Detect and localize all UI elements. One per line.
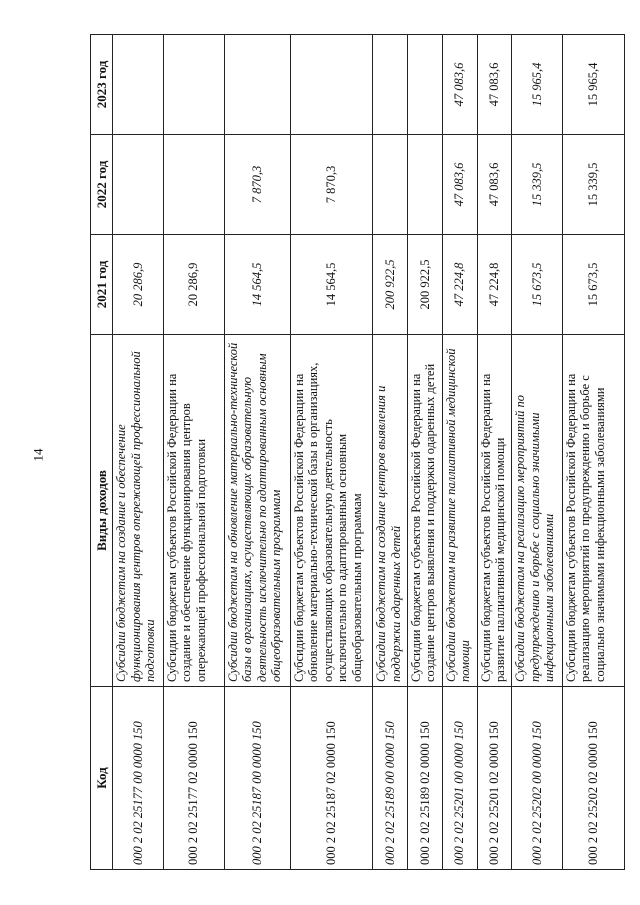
- row-value-2023: [163, 35, 224, 135]
- row-value-2023: 47 083,6: [442, 35, 477, 135]
- row-description: Субсидии бюджетам на создание центров выявления и поддержки одаренных детей: [373, 335, 408, 687]
- header-2021: 2021 год: [91, 235, 113, 335]
- row-description: Субсидии бюджетам субъектов Российской Федерации на создание центров выявления и поддержки одаренных детей: [407, 335, 442, 687]
- table-row: [562, 35, 624, 870]
- row-value-2022: 15 339,5: [562, 135, 624, 235]
- header-2022: 2022 год: [91, 135, 113, 235]
- row-value-2022: [407, 135, 442, 235]
- table-row: [442, 35, 477, 870]
- row-code: 000 2 02 25189 02 0000 150: [407, 687, 442, 870]
- rotated-table-container: [90, 35, 625, 870]
- revenue-table: [90, 34, 625, 870]
- row-value-2022: [113, 135, 164, 235]
- row-description: Субсидии бюджетам на реализацию мероприятий по предупреждению и борьбе с социально значимыми инфекционными заболеваниями: [512, 335, 563, 687]
- row-description: Субсидии бюджетам субъектов Российской Федерации на обновление материально-технической базы в организациях, осуществляющих образовательную деятельность исключительно по адаптированным основным общеобразовательным программам: [290, 335, 372, 687]
- table-row: [512, 35, 563, 870]
- table-row: [373, 35, 408, 870]
- row-value-2022: 7 870,3: [224, 135, 290, 235]
- row-value-2021: 15 673,5: [512, 235, 563, 335]
- row-value-2021: 20 286,9: [113, 235, 164, 335]
- row-value-2021: 14 564,5: [290, 235, 372, 335]
- row-value-2022: 47 083,6: [442, 135, 477, 235]
- table-row: [477, 35, 512, 870]
- table-header-row: [91, 35, 113, 870]
- table-row: [407, 35, 442, 870]
- row-value-2022: 47 083,6: [477, 135, 512, 235]
- header-code: Код: [91, 687, 113, 870]
- row-value-2023: [407, 35, 442, 135]
- table-row: [113, 35, 164, 870]
- row-description: Субсидии бюджетам субъектов Российской Федерации на развитие паллиативной медицинской помощи: [477, 335, 512, 687]
- header-description: Виды доходов: [91, 335, 113, 687]
- row-value-2023: 47 083,6: [477, 35, 512, 135]
- row-value-2023: 15 965,4: [512, 35, 563, 135]
- table-row: [224, 35, 290, 870]
- row-value-2023: [113, 35, 164, 135]
- row-value-2023: [290, 35, 372, 135]
- row-value-2021: 14 564,5: [224, 235, 290, 335]
- row-value-2021: 15 673,5: [562, 235, 624, 335]
- row-value-2023: 15 965,4: [562, 35, 624, 135]
- table-body: [113, 35, 625, 870]
- row-description: Субсидии бюджетам на обновление материально-технической базы в организациях, осуществляющих образовательную деятельность исключительно по адаптированным основным общеобразовательным программам: [224, 335, 290, 687]
- row-value-2021: 200 922,5: [407, 235, 442, 335]
- table-row: [290, 35, 372, 870]
- row-value-2023: [224, 35, 290, 135]
- row-value-2021: 47 224,8: [442, 235, 477, 335]
- table-row: [163, 35, 224, 870]
- row-value-2022: 15 339,5: [512, 135, 563, 235]
- row-code: 000 2 02 25187 00 0000 150: [224, 687, 290, 870]
- row-description: Субсидии бюджетам субъектов Российской Федерации на реализацию мероприятий по предупреждению и борьбе с социально значимыми инфекционными заболеваниями: [562, 335, 624, 687]
- header-2023: 2023 год: [91, 35, 113, 135]
- row-code: 000 2 02 25189 00 0000 150: [373, 687, 408, 870]
- row-value-2023: [373, 35, 408, 135]
- row-value-2022: [373, 135, 408, 235]
- row-code: 000 2 02 25177 00 0000 150: [113, 687, 164, 870]
- row-code: 000 2 02 25201 00 0000 150: [442, 687, 477, 870]
- row-code: 000 2 02 25202 00 0000 150: [512, 687, 563, 870]
- row-value-2021: 200 922,5: [373, 235, 408, 335]
- row-code: 000 2 02 25187 02 0000 150: [290, 687, 372, 870]
- row-code: 000 2 02 25177 02 0000 150: [163, 687, 224, 870]
- row-description: Субсидии бюджетам на развитие паллиативной медицинской помощи: [442, 335, 477, 687]
- row-value-2021: 47 224,8: [477, 235, 512, 335]
- row-value-2022: 7 870,3: [290, 135, 372, 235]
- row-description: Субсидии бюджетам на создание и обеспечение функционирования центров опережающей профессиональной подготовки: [113, 335, 164, 687]
- row-code: 000 2 02 25202 02 0000 150: [562, 687, 624, 870]
- page-number: 14: [30, 448, 46, 462]
- row-value-2021: 20 286,9: [163, 235, 224, 335]
- row-description: Субсидии бюджетам субъектов Российской Федерации на создание и обеспечение функционирования центров опережающей профессиональной подготовки: [163, 335, 224, 687]
- row-code: 000 2 02 25201 02 0000 150: [477, 687, 512, 870]
- row-value-2022: [163, 135, 224, 235]
